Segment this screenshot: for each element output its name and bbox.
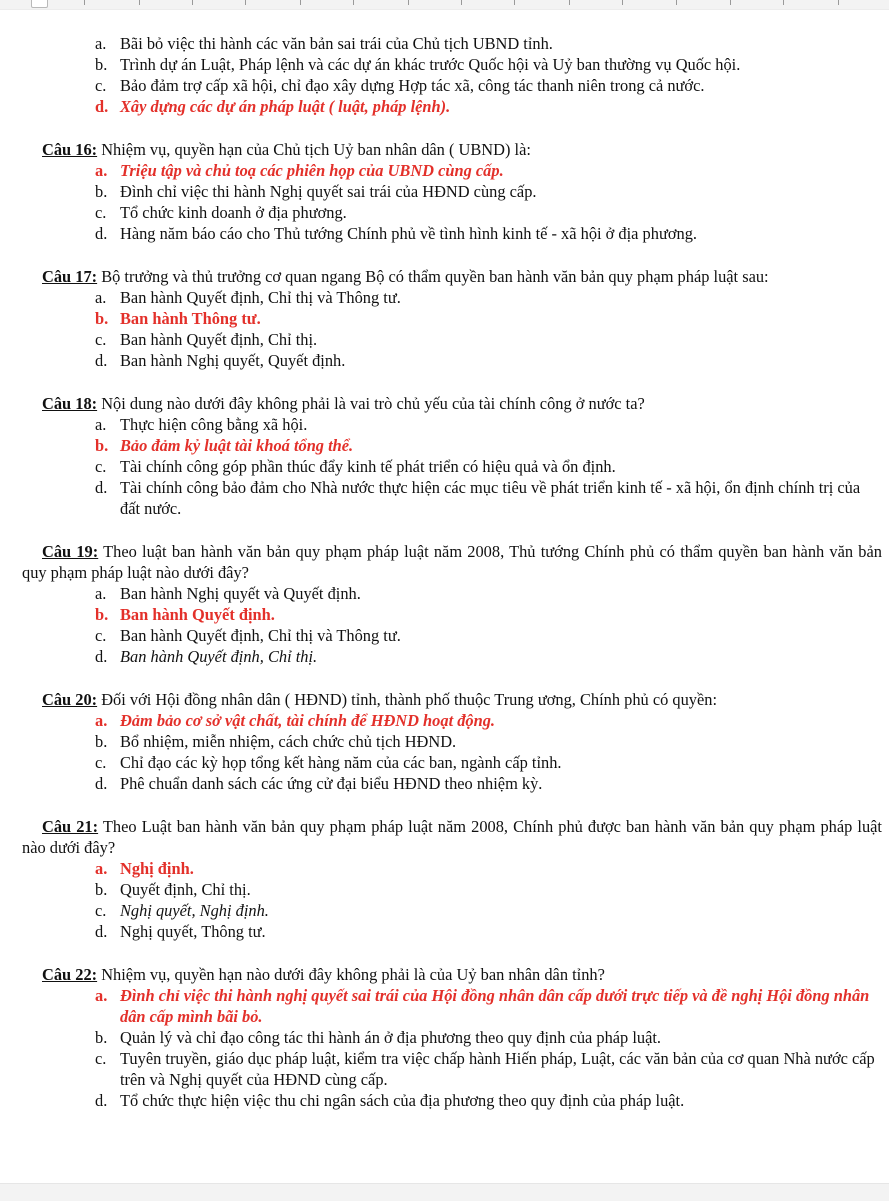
ruler-tick	[192, 0, 193, 5]
question-text: Đối với Hội đồng nhân dân ( HĐND) tỉnh, thành phố thuộc Trung ương, Chính phủ có quyền:	[97, 690, 717, 709]
question-label: Câu 21:	[42, 817, 99, 836]
option-item-correct	[22, 96, 882, 117]
option-letter: b.	[95, 436, 109, 455]
options-list	[22, 160, 882, 244]
question-text: Nhiệm vụ, quyền hạn của Chủ tịch Uỷ ban nhân dân ( UBND) là:	[97, 140, 531, 159]
option-item-correct	[22, 604, 882, 625]
question-text: Theo luật ban hành văn bản quy phạm pháp luật năm 2008, Thủ tướng Chính phủ có thẩm quyền ban hành văn bản quy phạm pháp luật nào dưới đây?	[22, 542, 882, 582]
option-letter: d.	[95, 478, 108, 497]
option-text: Bổ nhiệm, miễn nhiệm, cách chức chủ tịch HĐND.	[120, 732, 457, 751]
ruler-tick	[730, 0, 731, 5]
option-item	[22, 329, 882, 350]
question-22	[22, 964, 882, 1111]
option-letter: a.	[95, 859, 108, 878]
horizontal-ruler	[0, 0, 889, 10]
option-letter: c.	[95, 330, 107, 349]
ruler-tick	[245, 0, 246, 5]
question-header	[22, 393, 882, 414]
ruler-tick	[408, 0, 409, 5]
question-label: Câu 19:	[42, 542, 99, 561]
question-header	[22, 541, 882, 583]
option-text: Ban hành Nghị quyết và Quyết định.	[120, 584, 361, 603]
option-text: Đình chỉ việc thi hành nghị quyết sai trái của Hội đồng nhân dân cấp dưới trực tiếp và đề nghị Hội đồng nhân dân cấp mình bãi bỏ.	[120, 986, 870, 1026]
question-header	[22, 266, 882, 287]
option-text: Nghị định.	[120, 859, 194, 878]
option-text: Phê chuẩn danh sách các ứng cử đại biểu HĐND theo nhiệm kỳ.	[120, 774, 543, 793]
option-text: Ban hành Quyết định, Chỉ thị và Thông tư.	[120, 288, 401, 307]
option-letter: c.	[95, 753, 107, 772]
question-17	[22, 266, 882, 371]
question-text: Nhiệm vụ, quyền hạn nào dưới đây không phải là của Uỷ ban nhân dân tỉnh?	[97, 965, 605, 984]
option-letter: b.	[95, 182, 108, 201]
ruler-tick	[84, 0, 85, 5]
option-item	[22, 752, 882, 773]
option-text: Tài chính công bảo đảm cho Nhà nước thực hiện các mục tiêu về phát triển kinh tế - xã hội, ổn định chính trị của đất nước.	[120, 478, 861, 518]
option-item-correct	[22, 160, 882, 181]
option-item	[22, 456, 882, 477]
option-item	[22, 414, 882, 435]
ruler-tick	[783, 0, 784, 5]
question-label: Câu 20:	[42, 690, 98, 709]
option-text: Quản lý và chỉ đạo công tác thi hành án ở địa phương theo quy định của pháp luật.	[120, 1028, 662, 1047]
ruler-indent-marker[interactable]	[31, 0, 48, 8]
option-letter: c.	[95, 901, 107, 920]
question-label: Câu 16:	[42, 140, 98, 159]
option-item	[22, 75, 882, 96]
option-item-correct	[22, 435, 882, 456]
option-text: Bảo đảm trợ cấp xã hội, chỉ đạo xây dựng Hợp tác xã, công tác thanh niên trong cả nước.	[120, 76, 705, 95]
option-item	[22, 625, 882, 646]
option-letter: a.	[95, 711, 108, 730]
document-page[interactable]	[0, 10, 889, 1182]
option-text: Tổ chức kinh doanh ở địa phương.	[120, 203, 347, 222]
option-text: Tài chính công góp phần thúc đẩy kinh tế phát triển có hiệu quả và ổn định.	[120, 457, 616, 476]
option-text: Tuyên truyền, giáo dục pháp luật, kiểm tra việc chấp hành Hiến pháp, Luật, các văn bản của cơ quan Nhà nước cấp trên và Nghị quyết của HĐND cùng cấp.	[120, 1049, 875, 1089]
ruler-tick	[353, 0, 354, 5]
ruler-tick	[139, 0, 140, 5]
option-text: Ban hành Nghị quyết, Quyết định.	[120, 351, 346, 370]
option-text: Ban hành Quyết định, Chỉ thị và Thông tư.	[120, 626, 401, 645]
option-text: Bảo đảm kỷ luật tài khoá tổng thể.	[120, 436, 354, 455]
option-letter: a.	[95, 161, 108, 180]
ruler-tick	[838, 0, 839, 5]
question-header	[22, 139, 882, 160]
ruler-tick	[622, 0, 623, 5]
option-letter: c.	[95, 626, 107, 645]
question-20	[22, 689, 882, 794]
option-item	[22, 900, 882, 921]
question-text: Bộ trưởng và thủ trưởng cơ quan ngang Bộ có thẩm quyền ban hành văn bản quy phạm pháp luật sau:	[97, 267, 769, 286]
option-letter: b.	[95, 1028, 108, 1047]
options-list	[22, 710, 882, 794]
option-text: Ban hành Quyết định, Chỉ thị.	[120, 647, 318, 666]
option-letter: d.	[95, 647, 108, 666]
option-text: Ban hành Quyết định, Chỉ thị.	[120, 330, 318, 349]
option-item	[22, 54, 882, 75]
option-letter: d.	[95, 351, 108, 370]
option-item	[22, 1048, 882, 1090]
option-item	[22, 646, 882, 667]
question-18	[22, 393, 882, 519]
question-text: Theo Luật ban hành văn bản quy phạm pháp luật năm 2008, Chính phủ được ban hành văn bản quy phạm pháp luật nào dưới đây?	[22, 817, 882, 857]
option-letter: a.	[95, 584, 107, 603]
option-text: Hàng năm báo cáo cho Thủ tướng Chính phủ về tình hình kinh tế - xã hội ở địa phương.	[120, 224, 697, 243]
document-body	[22, 33, 882, 1133]
option-item	[22, 1090, 882, 1111]
options-list	[22, 414, 882, 519]
option-letter: a.	[95, 415, 107, 434]
option-text: Thực hiện công bằng xã hội.	[120, 415, 308, 434]
option-text: Triệu tập và chủ toạ các phiên họp của UBND cùng cấp.	[120, 161, 504, 180]
option-text: Nghị quyết, Nghị định.	[120, 901, 269, 920]
option-item	[22, 731, 882, 752]
option-letter: b.	[95, 605, 109, 624]
option-letter: a.	[95, 986, 108, 1005]
option-letter: d.	[95, 97, 109, 116]
ruler-tick	[461, 0, 462, 5]
question-text: Nội dung nào dưới đây không phải là vai trò chủ yếu của tài chính công ở nước ta?	[97, 394, 645, 413]
question-label: Câu 22:	[42, 965, 98, 984]
option-item	[22, 202, 882, 223]
option-item	[22, 477, 882, 519]
ruler-tick	[300, 0, 301, 5]
question-header	[22, 816, 882, 858]
status-bar	[0, 1183, 889, 1201]
option-text: Đảm bảo cơ sở vật chất, tài chính để HĐND hoạt động.	[120, 711, 496, 730]
option-item	[22, 773, 882, 794]
option-text: Tổ chức thực hiện việc thu chi ngân sách của địa phương theo quy định của pháp luật.	[120, 1091, 685, 1110]
option-item	[22, 583, 882, 604]
question-label: Câu 17:	[42, 267, 98, 286]
option-letter: d.	[95, 774, 108, 793]
option-letter: d.	[95, 922, 108, 941]
option-text: Bãi bỏ việc thi hành các văn bản sai trái của Chủ tịch UBND tỉnh.	[120, 34, 553, 53]
ruler-tick	[514, 0, 515, 5]
option-item	[22, 287, 882, 308]
option-text: Xây dựng các dự án pháp luật ( luật, pháp lệnh).	[120, 97, 451, 116]
option-letter: b.	[95, 880, 108, 899]
option-text: Nghị quyết, Thông tư.	[120, 922, 266, 941]
option-letter: c.	[95, 1049, 107, 1068]
options-list	[22, 583, 882, 667]
option-item	[22, 921, 882, 942]
option-letter: a.	[95, 34, 107, 53]
questions-list	[22, 139, 882, 1111]
option-item	[22, 879, 882, 900]
option-text: Ban hành Quyết định.	[120, 605, 275, 624]
question-header	[22, 964, 882, 985]
option-letter: b.	[95, 732, 108, 751]
question-19	[22, 541, 882, 667]
question-continuation	[22, 33, 882, 117]
option-text: Trình dự án Luật, Pháp lệnh và các dự án khác trước Quốc hội và Uỷ ban thường vụ Quốc hội.	[120, 55, 741, 74]
option-letter: a.	[95, 288, 107, 307]
option-item	[22, 1027, 882, 1048]
options-list	[22, 287, 882, 371]
question-16	[22, 139, 882, 244]
option-item	[22, 181, 882, 202]
option-text: Ban hành Thông tư.	[120, 309, 261, 328]
ruler-tick	[569, 0, 570, 5]
option-text: Quyết định, Chỉ thị.	[120, 880, 251, 899]
option-letter: b.	[95, 55, 108, 74]
option-letter: c.	[95, 203, 107, 222]
option-text: Đình chỉ việc thi hành Nghị quyết sai trái của HĐND cùng cấp.	[120, 182, 537, 201]
question-header	[22, 689, 882, 710]
option-item	[22, 33, 882, 54]
options-list	[22, 33, 882, 117]
options-list	[22, 858, 882, 942]
option-item-correct	[22, 710, 882, 731]
question-label: Câu 18:	[42, 394, 98, 413]
ruler-tick	[676, 0, 677, 5]
option-letter: c.	[95, 457, 107, 476]
option-item-correct	[22, 985, 882, 1027]
option-letter: d.	[95, 224, 108, 243]
option-item	[22, 350, 882, 371]
option-letter: b.	[95, 309, 109, 328]
option-item-correct	[22, 308, 882, 329]
option-text: Chỉ đạo các kỳ họp tổng kết hàng năm của các ban, ngành cấp tỉnh.	[120, 753, 562, 772]
option-letter: c.	[95, 76, 107, 95]
option-letter: d.	[95, 1091, 108, 1110]
option-item-correct	[22, 858, 882, 879]
option-item	[22, 223, 882, 244]
options-list	[22, 985, 882, 1111]
question-21	[22, 816, 882, 942]
